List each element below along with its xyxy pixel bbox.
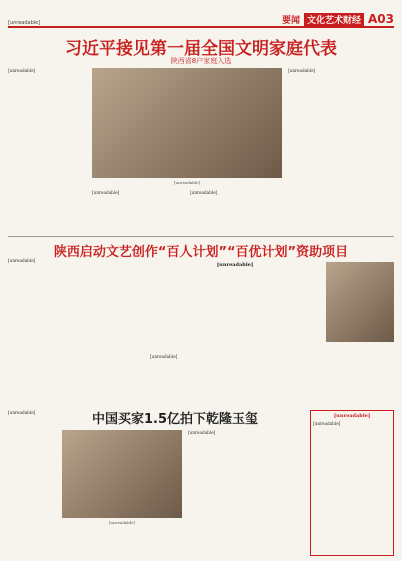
name-table xyxy=(150,270,320,350)
article1-col4: [unreadable] xyxy=(288,68,316,73)
article1-photo xyxy=(92,68,282,178)
name-table-title: [unreadable] xyxy=(216,262,254,268)
article3-photo-caption: [unreadable] xyxy=(108,520,136,525)
masthead xyxy=(8,6,394,28)
headline-main-subtitle: 陕西省8户家庭入选 xyxy=(170,57,232,65)
masthead-right xyxy=(282,12,394,26)
headline-third: 中国买家1.5亿拍下乾隆玉玺 xyxy=(91,412,259,427)
article2-col1: [unreadable] xyxy=(8,258,36,263)
article1-col1: [unreadable] xyxy=(8,68,36,73)
headline-main: 习近平接见第一届全国文明家庭代表 xyxy=(65,39,337,59)
article1-photo-caption: [unreadable] xyxy=(173,180,201,185)
section-tag-secondary: 文化艺术财经 xyxy=(304,13,364,26)
ad-box-title: [unreadable] xyxy=(333,413,371,419)
headline-second: 陕西启动文艺创作“百人计划”“百优计划”资助项目 xyxy=(8,236,394,260)
section-tag: 要闻 xyxy=(281,16,300,26)
article1-col3: [unreadable] xyxy=(190,190,218,195)
article2-photo xyxy=(326,262,394,342)
article3-photo xyxy=(62,430,182,518)
article1-col2: [unreadable] xyxy=(92,190,120,195)
page-number: A03 xyxy=(368,12,394,26)
article2-col4: [unreadable] xyxy=(150,354,178,359)
ad-box xyxy=(310,410,394,556)
masthead-date: [unreadable] xyxy=(8,20,41,26)
article3-col2: [unreadable] xyxy=(188,430,216,435)
article3-col1: [unreadable] xyxy=(8,410,36,415)
ad-box-body: [unreadable] xyxy=(313,421,341,426)
